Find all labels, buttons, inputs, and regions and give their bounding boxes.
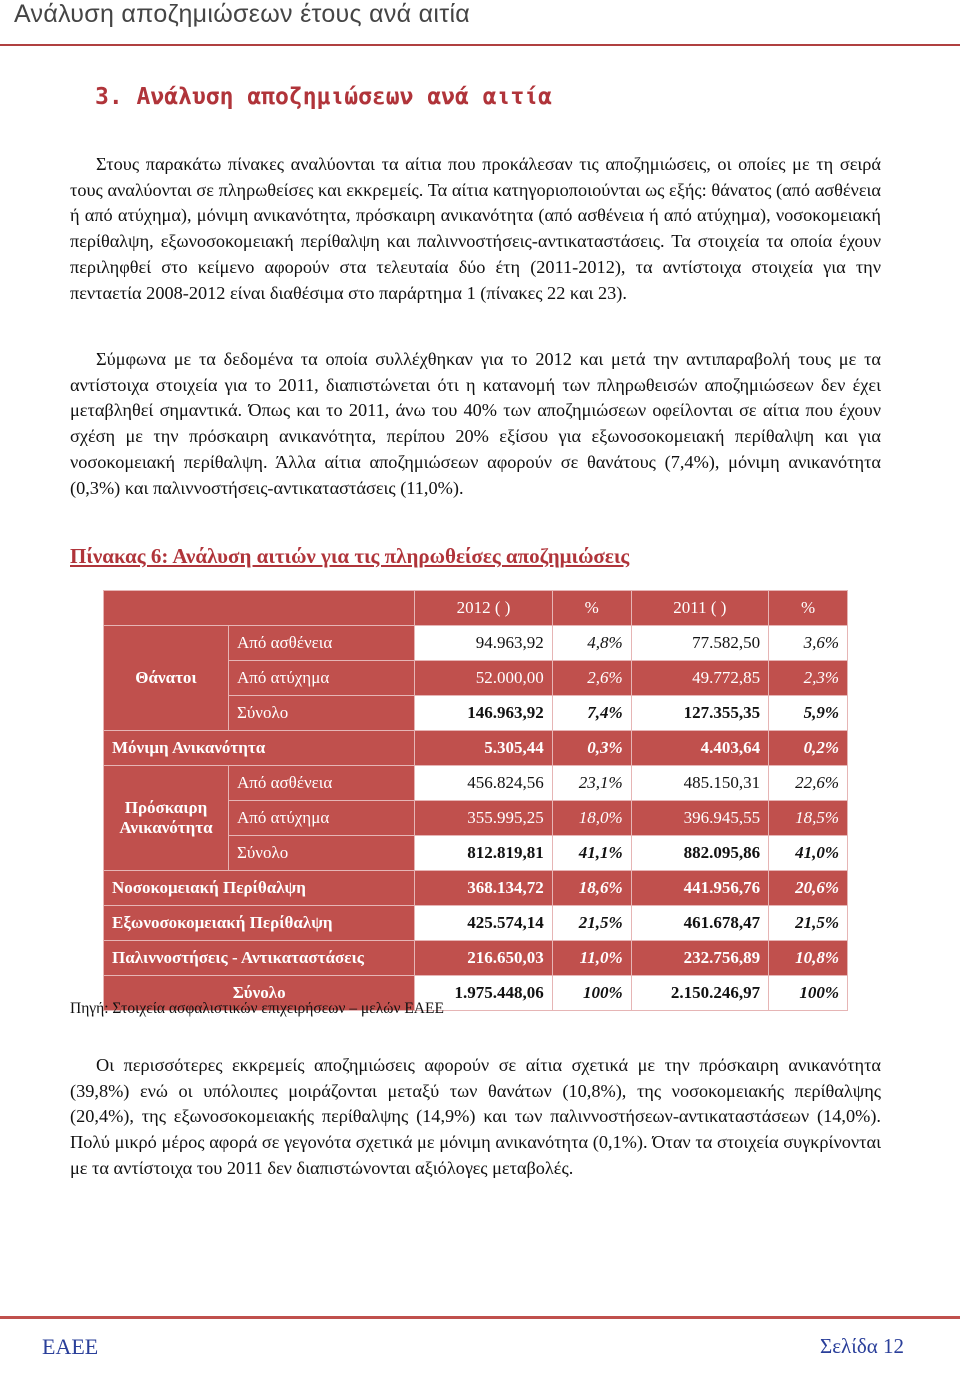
group-temporary-label: Πρόσκαιρη Ανικανότητα bbox=[104, 766, 229, 871]
row-label: Από ατύχημα bbox=[229, 801, 415, 836]
pct-2011: 21,5% bbox=[769, 906, 848, 941]
page-number: Σελίδα 12 bbox=[819, 1334, 904, 1358]
pct-2011: 5,9% bbox=[769, 696, 848, 731]
table-row bbox=[104, 871, 848, 906]
pct-2012: 41,1% bbox=[552, 836, 631, 871]
pct-2012: 21,5% bbox=[552, 906, 631, 941]
table-row bbox=[104, 626, 848, 661]
value-2011: 2.150.246,97 bbox=[631, 976, 769, 1011]
row-label: Μόνιμη Ανικανότητα bbox=[104, 731, 415, 766]
value-2012: 52.000,00 bbox=[415, 661, 553, 696]
value-2011: 485.150,31 bbox=[631, 766, 769, 801]
value-2011: 4.403,64 bbox=[631, 731, 769, 766]
row-label: Σύνολο bbox=[229, 836, 415, 871]
col-2011-value: 2011 ( ) bbox=[631, 591, 769, 626]
pct-2012: 18,0% bbox=[552, 801, 631, 836]
value-2012: 368.134,72 bbox=[415, 871, 553, 906]
value-2011: 127.355,35 bbox=[631, 696, 769, 731]
row-label: Νοσοκομειακή Περίθαλψη bbox=[104, 871, 415, 906]
row-label: Σύνολο bbox=[104, 976, 415, 1011]
value-2012: 425.574,14 bbox=[415, 906, 553, 941]
row-label: Παλιννοστήσεις - Αντικαταστάσεις bbox=[104, 941, 415, 976]
section-heading: 3. Ανάλυση αποζημιώσεων ανά αιτία bbox=[95, 84, 552, 110]
table-title: Πίνακας 6: Ανάλυση αιτιών για τις πληρωθείσες αποζημιώσεις bbox=[70, 544, 630, 568]
pct-2011: 22,6% bbox=[769, 766, 848, 801]
table-row bbox=[104, 941, 848, 976]
pct-2012: 7,4% bbox=[552, 696, 631, 731]
value-2011: 441.956,76 bbox=[631, 871, 769, 906]
pct-2012: 100% bbox=[552, 976, 631, 1011]
pct-2011: 41,0% bbox=[769, 836, 848, 871]
table-row bbox=[104, 766, 848, 801]
value-2011: 232.756,89 bbox=[631, 941, 769, 976]
pending-paragraph: Οι περισσότερες εκκρεμείς αποζημιώσεις αφορούν σε αίτια σχετικά με την πρόσκαιρη ανικανότητα (39,8%) ενώ οι υπόλοιπες μοιράζονται μεταξύ των θανάτων (10,8%), της νοσοκομειακής περίθαλψης (20,4%), της εξωνοσοκομειακής περίθαλψης (14,9%) και των παλιννοστήσεων-αντικαταστάσεων (14,0%). Πολύ μικρό μέρος αφορά σε γεγονότα σχετικά με μόνιμη ανικανότητα (0,1%). Όταν τα στοιχεία συγκρίνονται με τα αντίστοιχα του 2011 δεν διαπιστώνονται αξιόλογες μεταβολές. bbox=[70, 1055, 881, 1178]
pct-2012: 2,6% bbox=[552, 661, 631, 696]
footer-rule bbox=[0, 1316, 960, 1319]
page-header-title: Ανάλυση αποζημιώσεων έτους ανά αιτία bbox=[14, 0, 471, 28]
col-2011-pct: % bbox=[769, 591, 848, 626]
value-2012: 216.650,03 bbox=[415, 941, 553, 976]
value-2012: 5.305,44 bbox=[415, 731, 553, 766]
value-2011: 882.095,86 bbox=[631, 836, 769, 871]
value-2012: 456.824,56 bbox=[415, 766, 553, 801]
col-2012-pct: % bbox=[552, 591, 631, 626]
pct-2011: 2,3% bbox=[769, 661, 848, 696]
pct-2012: 11,0% bbox=[552, 941, 631, 976]
pct-2012: 4,8% bbox=[552, 626, 631, 661]
header-rule bbox=[0, 44, 960, 46]
row-label: Εξωνοσοκομειακή Περίθαλψη bbox=[104, 906, 415, 941]
pct-2011: 20,6% bbox=[769, 871, 848, 906]
pct-2011: 10,8% bbox=[769, 941, 848, 976]
row-label: Σύνολο bbox=[229, 696, 415, 731]
pct-2011: 3,6% bbox=[769, 626, 848, 661]
col-2012-value: 2012 ( ) bbox=[415, 591, 553, 626]
pct-2012: 23,1% bbox=[552, 766, 631, 801]
pct-2012: 18,6% bbox=[552, 871, 631, 906]
pct-2012: 0,3% bbox=[552, 731, 631, 766]
row-label: Από ασθένεια bbox=[229, 766, 415, 801]
value-2011: 77.582,50 bbox=[631, 626, 769, 661]
intro-paragraph: Στους παρακάτω πίνακες αναλύονται τα αίτια που προκάλεσαν τις αποζημιώσεις, οι οποίες με τη σειρά τους αναλύονται σε πληρωθείσες και εκκρεμείς. Τα αίτια κατηγοριοποιούνται ως εξής: θάνατος (από ασθένεια ή από ατύχημα), μόνιμη ανικανότητα, πρόσκαιρη ανικανότητα (από ασθένεια ή από ατύχημα), νοσοκομειακή περίθαλψη, εξωνοσοκομειακή περίθαλψη και παλιννοστήσεις-αντικαταστάσεις. Τα στοιχεία τα οποία έχουν περιληφθεί στο κείμενο αφορούν στα τελευταία δύο έτη (2011-2012), τα αντίστοιχα στοιχεία για την πενταετία 2008-2012 είναι διαθέσιμα στο παράρτημα 1 (πίνακες 22 και 23). bbox=[70, 154, 881, 303]
row-label: Από ατύχημα bbox=[229, 661, 415, 696]
value-2012: 355.995,25 bbox=[415, 801, 553, 836]
value-2011: 396.945,55 bbox=[631, 801, 769, 836]
table-header-empty bbox=[104, 591, 415, 626]
value-2012: 94.963,92 bbox=[415, 626, 553, 661]
row-label: Από ασθένεια bbox=[229, 626, 415, 661]
table-row bbox=[104, 731, 848, 766]
group-death-label: Θάνατοι bbox=[104, 626, 229, 731]
value-2011: 461.678,47 bbox=[631, 906, 769, 941]
value-2012: 812.819,81 bbox=[415, 836, 553, 871]
table-row bbox=[104, 906, 848, 941]
value-2012: 1.975.448,06 bbox=[415, 976, 553, 1011]
value-2012: 146.963,92 bbox=[415, 696, 553, 731]
analysis-paragraph: Σύμφωνα με τα δεδομένα τα οποία συλλέχθηκαν για το 2012 και μετά την αντιπαραβολή τους με τα αντίστοιχα στοιχεία για το 2011, διαπιστώνεται ότι η κατανομή των πληρωθεισών αποζημιώσεων δεν έχει μεταβληθεί σημαντικά. Όπως και το 2011, άνω του 40% των αποζημιώσεων οφείλονται σε αίτια που έχουν σχέση με την πρόσκαιρη ανικανότητα, περίπου 20% εξίσου για εξωνοσοκομειακή περίθαλψη και για νοσοκομειακή περίθαλψη. Άλλα αίτια αποζημιώσεων αφορούν σε θανάτους (7,4%), μόνιμη ανικανότητα (0,3%) και παλιννοστήσεις-αντικαταστάσεις (11,0%). bbox=[70, 349, 881, 498]
claims-table bbox=[103, 590, 848, 1011]
table-header-row bbox=[104, 591, 848, 626]
pct-2011: 100% bbox=[769, 976, 848, 1011]
value-2011: 49.772,85 bbox=[631, 661, 769, 696]
table-source: Πηγή: Στοιχεία ασφαλιστικών επιχειρήσεων – μελών ΕΑΕΕ bbox=[70, 1000, 444, 1017]
pct-2011: 18,5% bbox=[769, 801, 848, 836]
footer-org: ΕΑΕΕ bbox=[42, 1334, 99, 1359]
pct-2011: 0,2% bbox=[769, 731, 848, 766]
claims-table-wrap bbox=[103, 590, 848, 1000]
